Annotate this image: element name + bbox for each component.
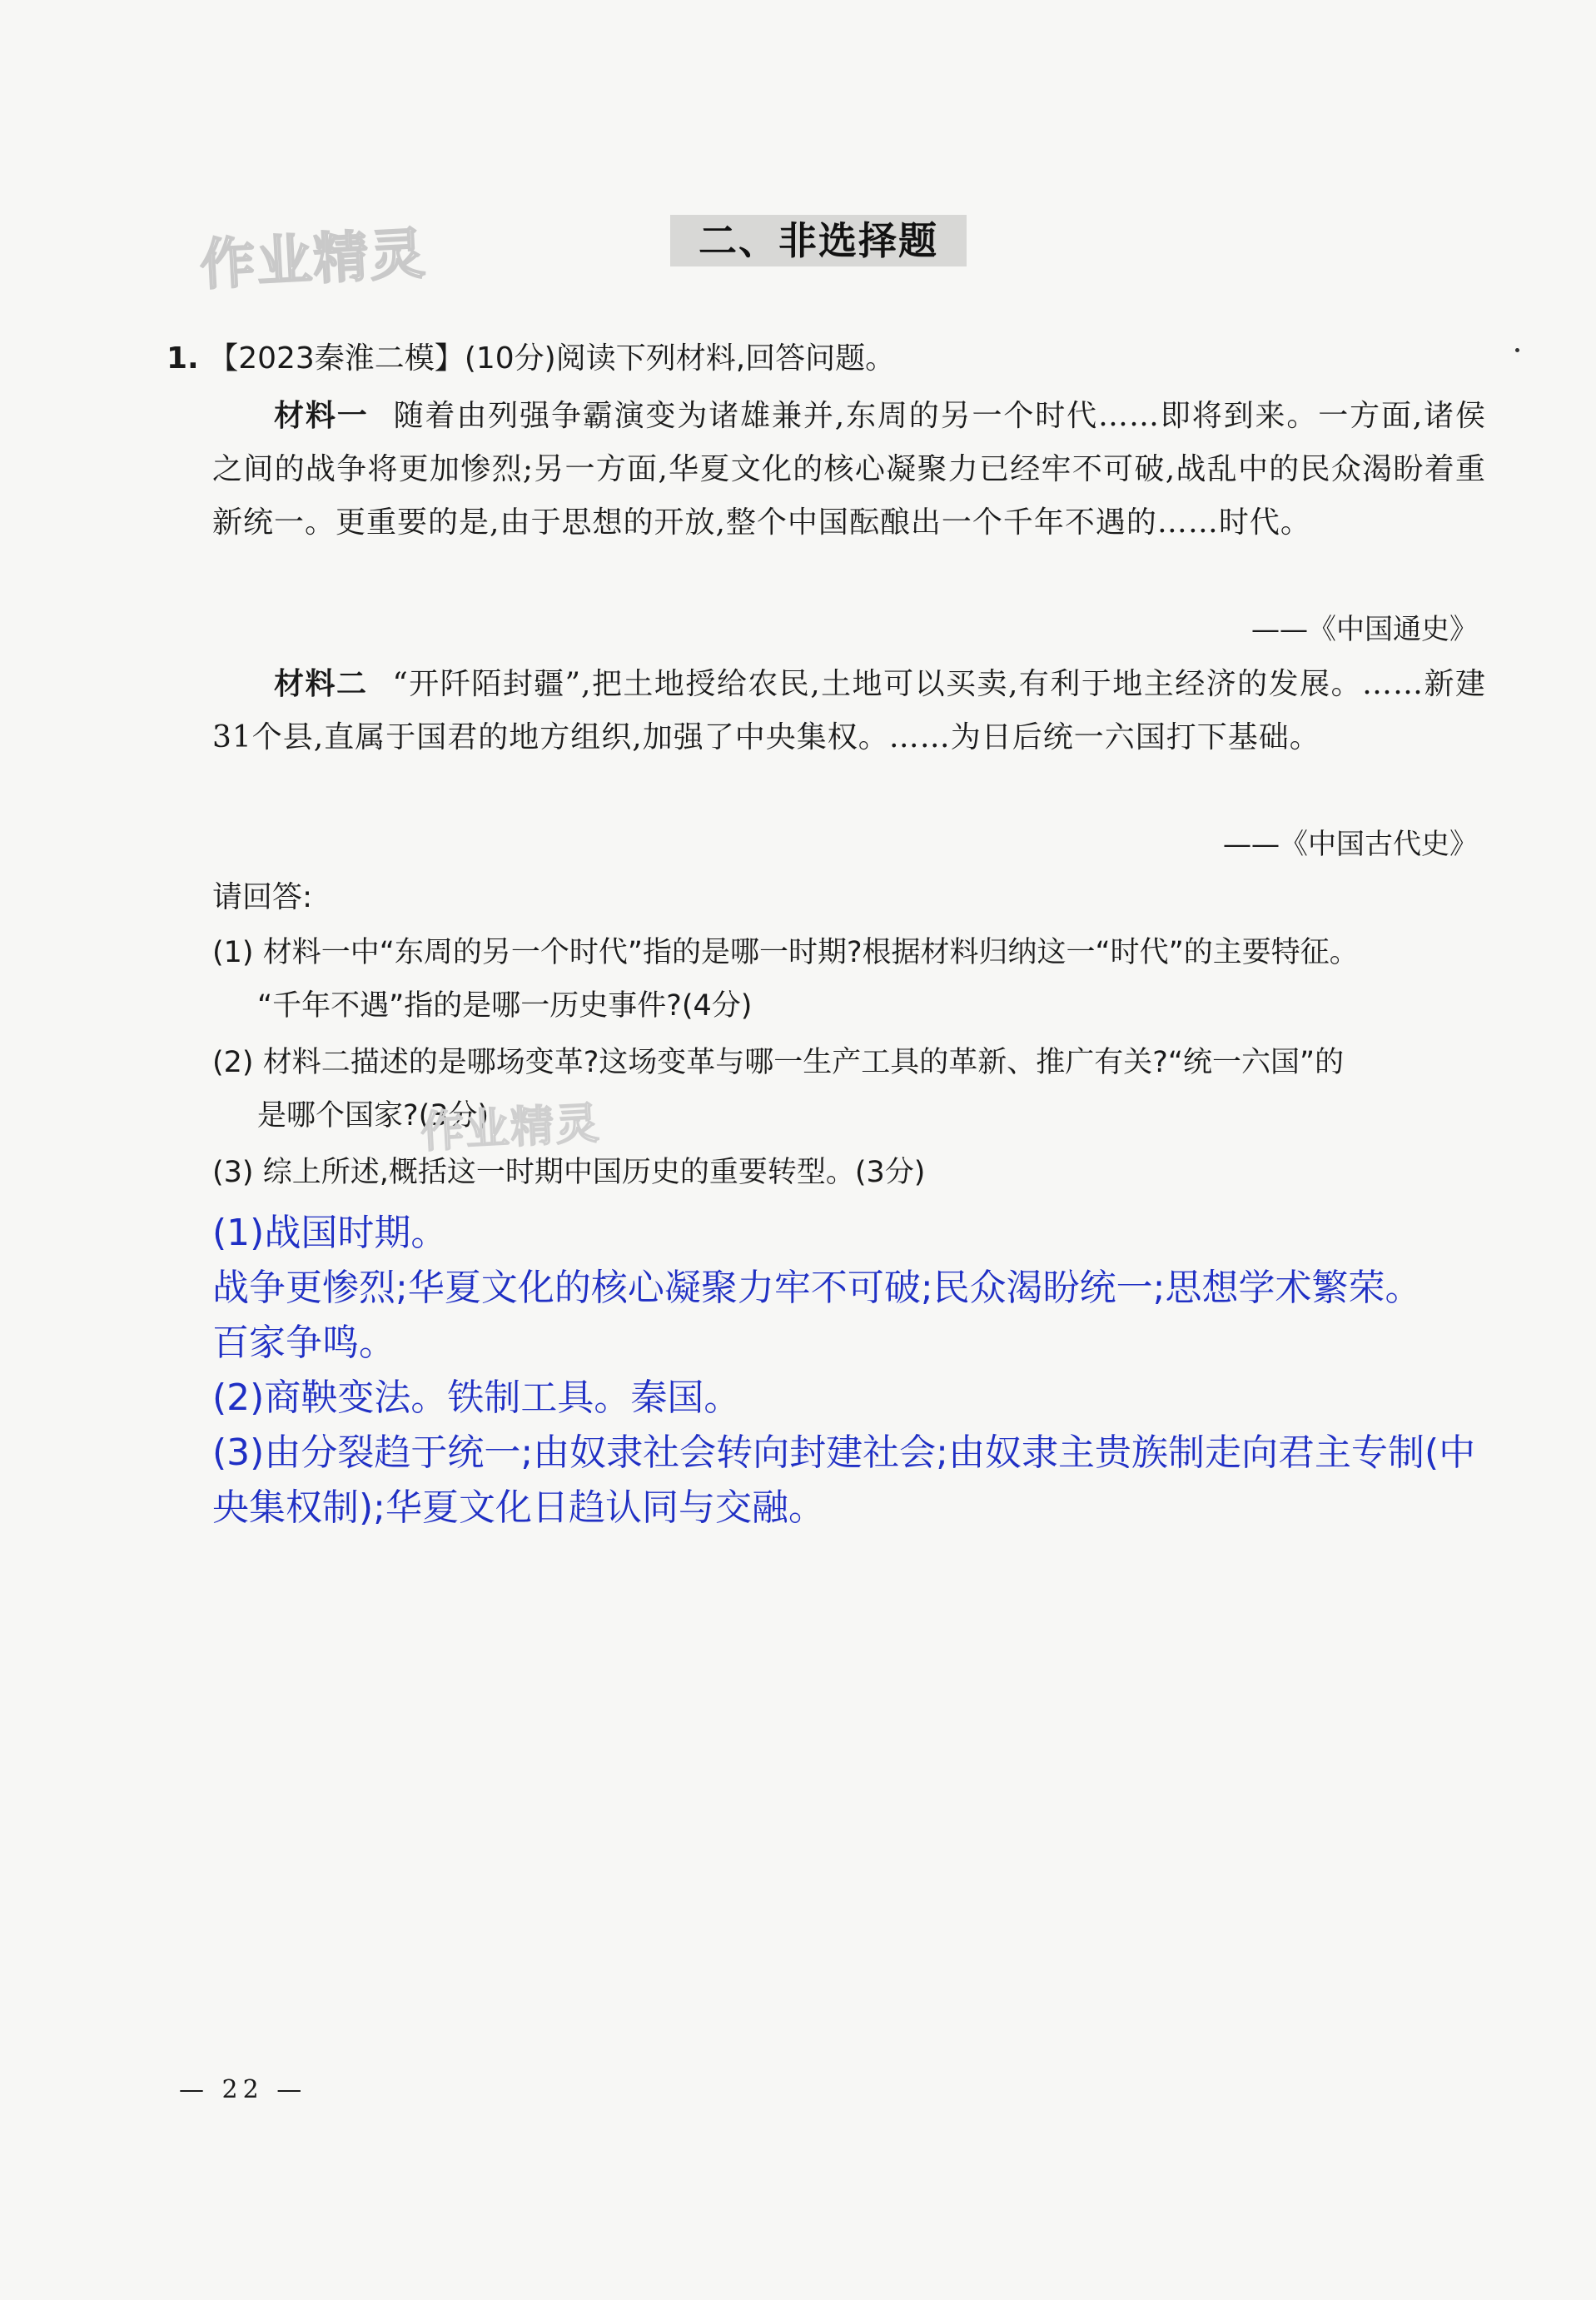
- sub-question-1-line-2: “千年不遇”指的是哪一历史事件?(4分): [257, 989, 753, 1023]
- section-title: 二、非选择题: [670, 215, 967, 266]
- material-2-label: 材料二: [274, 667, 368, 701]
- sub-question-2-line-2: 是哪个国家?(3分): [257, 1099, 490, 1133]
- sub-question-2-line-1: (2) 材料二描述的是哪场变革?这场变革与哪一生产工具的革新、推广有关?“统一六国”的: [212, 1046, 1345, 1079]
- answer-line: (2)商鞅变法。铁制工具。秦国。: [212, 1377, 741, 1419]
- handwritten-answers: [212, 1206, 1494, 1536]
- material-2-text: “开阡陌封疆”,把土地授给农民,土地可以买卖,有利于地主经济的发展。……新建31个县,直属于国君的地方组织,加强了中央集权。……为日后统一六国打下基础。: [212, 667, 1486, 754]
- answer-line: (1)战国时期。: [212, 1212, 448, 1254]
- material-1-paragraph: [212, 390, 1486, 550]
- material-1-label: 材料一: [274, 399, 369, 433]
- answer-line: (3)由分裂趋于统一;由奴隶社会转向封建社会;由奴隶主贵族制走向君主专制(中央集权制);华夏文化日趋认同与交融。: [212, 1431, 1476, 1529]
- sub-question-3: [212, 1146, 1486, 1199]
- speck: [1515, 348, 1519, 352]
- watermark-logo-faint: 作业精灵: [419, 1098, 602, 1158]
- page-number: — 22 —: [179, 2075, 307, 2104]
- sub-question-1-line-1: (1) 材料一中“东周的另一个时代”指的是哪一时期?根据材料归纳这一“时代”的主要特征。: [212, 936, 1359, 969]
- answer-line: 百家争鸣。: [212, 1322, 395, 1364]
- watermark-logo: 作业精灵: [198, 221, 429, 298]
- answer-line: 战争更惨烈;华夏文化的核心凝聚力牢不可破;民众渴盼统一;思想学术繁荣。: [212, 1267, 1422, 1309]
- sub-question-2: [212, 1036, 1486, 1143]
- prompt-label: 请回答:: [212, 880, 313, 914]
- question-source: 【2023秦淮二模】: [208, 341, 465, 376]
- material-1-text: 随着由列强争霸演变为诸雄兼并,东周的另一个时代……即将到来。一方面,诸侯之间的战争将更加惨烈;另一方面,华夏文化的核心凝聚力已经牢不可破,战乱中的民众渴盼着重新统一。更重要的是,由于思想的开放,整个中国酝酿出一个千年不遇的……时代。: [212, 399, 1486, 540]
- material-1-source: ——《中国通史》: [1251, 613, 1478, 646]
- sub-question-1: [212, 926, 1486, 1033]
- question-intro: (10分)阅读下列材料,回答问题。: [464, 341, 896, 376]
- material-2-paragraph: [212, 658, 1486, 764]
- material-2-source: ——《中国古代史》: [1223, 828, 1478, 861]
- sub-question-3-line-1: (3) 综上所述,概括这一时期中国历史的重要转型。(3分): [212, 1156, 926, 1189]
- question-header: [167, 337, 895, 381]
- question-number: 1.: [167, 341, 199, 376]
